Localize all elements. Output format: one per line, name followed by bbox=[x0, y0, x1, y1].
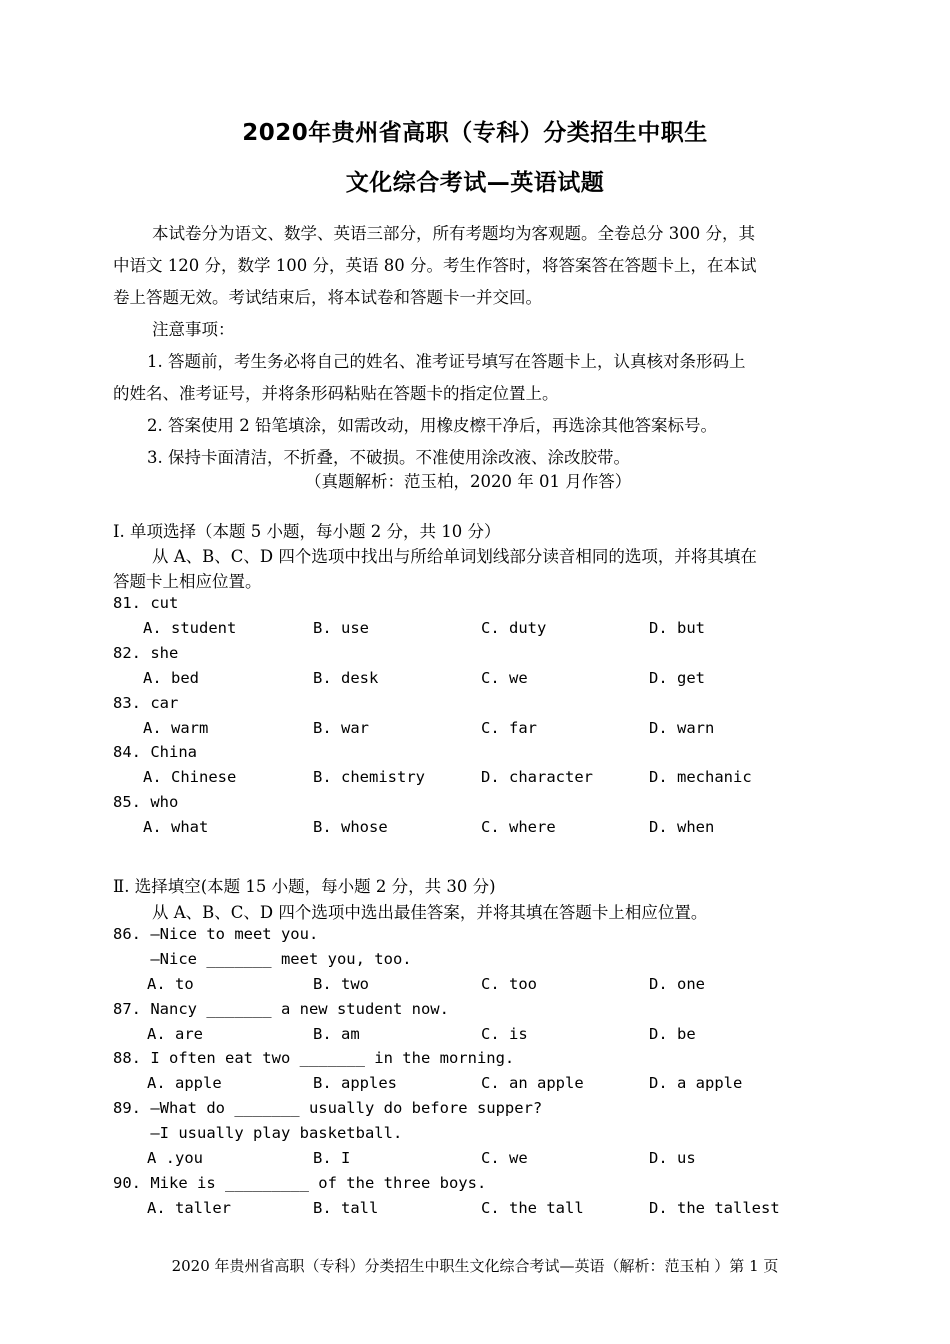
question-stem: 85. who bbox=[113, 793, 179, 811]
exam-title-line1: 2020年贵州省高职（专科）分类招生中职生 bbox=[242, 120, 708, 146]
intro-line: 卷上答题无效。考试结束后，将本试卷和答题卡一并交回。 bbox=[113, 288, 542, 307]
notice-item: 1. 答题前，考生务必将自己的姓名、准考证号填写在答题卡上，认真核对条形码上 bbox=[147, 352, 746, 371]
option-b: B. whose bbox=[313, 818, 388, 836]
question-stem: 86. —Nice to meet you. bbox=[113, 925, 319, 943]
option-c: C. where bbox=[481, 818, 556, 836]
option-a: A. student bbox=[143, 619, 237, 637]
question-stem: 87. Nancy _______ a new student now. bbox=[113, 1000, 449, 1018]
option-b: B. apples bbox=[313, 1074, 397, 1092]
credit-line: （真题解析：范玉柏，2020 年 01 月作答） bbox=[305, 472, 632, 491]
option-b: B. use bbox=[313, 619, 369, 637]
option-a: A. taller bbox=[147, 1199, 231, 1217]
option-c: C. too bbox=[481, 975, 537, 993]
question-stem: 82. she bbox=[113, 644, 179, 662]
question-stem: 83. car bbox=[113, 694, 179, 712]
option-a: A. bed bbox=[143, 669, 199, 687]
option-c: C. far bbox=[481, 719, 537, 737]
option-c: C. an apple bbox=[481, 1074, 584, 1092]
section1-instruction: 从 A、B、C、D 四个选项中找出与所给单词划线部分读音相同的选项，并将其填在 bbox=[152, 547, 757, 566]
option-d: D. when bbox=[649, 818, 715, 836]
section1-heading: Ⅰ. 单项选择（本题 5 小题，每小题 2 分，共 10 分） bbox=[113, 522, 501, 541]
section1-instruction: 答题卡上相应位置。 bbox=[113, 572, 262, 591]
intro-line: 本试卷分为语文、数学、英语三部分，所有考题均为客观题。全卷总分 300 分，其 bbox=[152, 224, 755, 243]
question-stem: 88. I often eat two _______ in the morning. bbox=[113, 1049, 515, 1067]
option-c: C. we bbox=[481, 669, 528, 687]
question-stem: 84. China bbox=[113, 743, 197, 761]
question-stem: —Nice _______ meet you, too. bbox=[113, 950, 412, 968]
question-stem: 81. cut bbox=[113, 594, 179, 612]
section2-instruction: 从 A、B、C、D 四个选项中选出最佳答案，并将其填在答题卡上相应位置。 bbox=[152, 903, 708, 922]
option-c: C. the tall bbox=[481, 1199, 584, 1217]
option-b: B. tall bbox=[313, 1199, 379, 1217]
option-a: A. warm bbox=[143, 719, 209, 737]
option-d: D. one bbox=[649, 975, 705, 993]
question-stem: —I usually play basketball. bbox=[113, 1124, 403, 1142]
notice-item: 3. 保持卡面清洁，不折叠，不破损。不准使用涂改液、涂改胶带。 bbox=[147, 448, 630, 467]
option-d: D. be bbox=[649, 1025, 696, 1043]
exam-title-line2: 文化综合考试—英语试题 bbox=[345, 170, 605, 196]
option-a: A. to bbox=[147, 975, 194, 993]
notice-item: 的姓名、准考证号，并将条形码粘贴在答题卡的指定位置上。 bbox=[113, 384, 559, 403]
option-b: B. war bbox=[313, 719, 369, 737]
option-c: C. duty bbox=[481, 619, 547, 637]
option-a: A. are bbox=[147, 1025, 203, 1043]
option-d: D. a apple bbox=[649, 1074, 743, 1092]
notice-title: 注意事项： bbox=[152, 320, 235, 339]
option-d: D. warn bbox=[649, 719, 715, 737]
option-d: D. mechanic bbox=[649, 768, 752, 786]
option-a: A .you bbox=[147, 1149, 203, 1167]
option-b: B. chemistry bbox=[313, 768, 425, 786]
option-b: B. desk bbox=[313, 669, 379, 687]
section2-heading: Ⅱ. 选择填空(本题 15 小题，每小题 2 分，共 30 分) bbox=[113, 877, 496, 896]
option-d: D. the tallest bbox=[649, 1199, 780, 1217]
option-d: D. but bbox=[649, 619, 705, 637]
option-b: B. am bbox=[313, 1025, 360, 1043]
option-a: A. what bbox=[143, 818, 209, 836]
page-footer: 2020 年贵州省高职（专科）分类招生中职生文化综合考试—英语（解析：范玉柏 ）第 1 页 bbox=[171, 1257, 779, 1275]
notice-item: 2. 答案使用 2 铅笔填涂，如需改动，用橡皮檫干净后，再选涂其他答案标号。 bbox=[147, 416, 717, 435]
option-c: C. is bbox=[481, 1025, 528, 1043]
option-c: D. character bbox=[481, 768, 593, 786]
intro-line: 中语文 120 分，数学 100 分，英语 80 分。考生作答时，将答案答在答题卡上，在本试 bbox=[113, 256, 757, 275]
option-a: A. apple bbox=[147, 1074, 222, 1092]
option-d: D. get bbox=[649, 669, 705, 687]
question-stem: 89. —What do _______ usually do before supper? bbox=[113, 1099, 543, 1117]
option-d: D. us bbox=[649, 1149, 696, 1167]
option-c: C. we bbox=[481, 1149, 528, 1167]
option-a: A. Chinese bbox=[143, 768, 237, 786]
option-b: B. I bbox=[313, 1149, 351, 1167]
option-b: B. two bbox=[313, 975, 369, 993]
question-stem: 90. Mike is _________ of the three boys. bbox=[113, 1174, 487, 1192]
